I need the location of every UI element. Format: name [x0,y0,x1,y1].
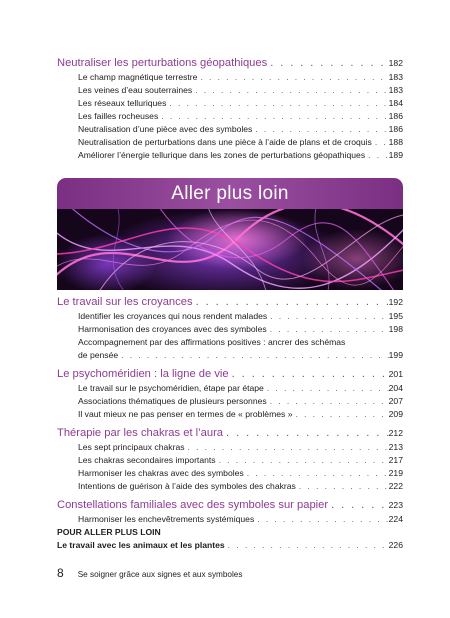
appendix-heading: POUR ALLER PLUS LOIN [57,527,161,537]
toc-entry[interactable]: Les chakras secondaires importants . . . 217 [57,454,403,467]
toc-section-heading[interactable]: Constellations familiales avec des symboles sur papier . . . 223 [57,498,403,513]
chapter-banner-image [57,209,403,290]
section-title: Neutraliser les perturbations géopathiques [57,57,268,69]
toc-entry[interactable]: Le travail sur le psychoméridien, étape par étape . . . 204 [57,382,403,395]
toc-entry[interactable]: Les réseaux telluriques . . . 184 [57,97,403,110]
appendix-entry[interactable]: Le travail avec les animaux et les plantes . . . 226 [57,539,403,552]
toc-entry[interactable]: Neutralisation de perturbations dans une pièce à l’aide de plans et de croquis . . . 188 [57,136,403,149]
toc-entry[interactable]: Identifier les croyances qui nous rendent malades . . . 195 [57,310,403,323]
toc-entry[interactable]: Le champ magnétique terrestre . . . 183 [57,71,403,84]
toc-entry-line1[interactable]: Accompagnement par des affirmations positives : ancrer des schémas [78,337,346,347]
page-footer [57,566,242,580]
toc-section-heading[interactable]: Le psychoméridien : la ligne de vie . . . 201 [57,367,403,382]
toc-main [57,295,403,552]
toc-entry[interactable]: Améliorer l’énergie tellurique dans les zones de perturbations géopathiques . . . 189 [57,149,403,162]
toc-section-heading[interactable]: Le travail sur les croyances . . . 192 [57,295,403,310]
toc-entry[interactable]: Les sept principaux chakras . . . 213 [57,441,403,454]
running-title: Se soigner grâce aux signes et aux symboles [77,570,243,579]
toc-entry[interactable]: de pensée . . . 199 [57,349,403,362]
toc-entry[interactable]: Harmoniser les chakras avec des symboles . . . 219 [57,467,403,480]
toc-entry[interactable]: Les veines d’eau souterraines . . . 183 [57,84,403,97]
toc-entry[interactable]: Il vaut mieux ne pas penser en termes de « problèmes » . . . 209 [57,408,403,421]
toc-entry[interactable]: Associations thématiques de plusieurs personnes . . . 207 [57,395,403,408]
toc-entry[interactable]: Neutralisation d’une pièce avec des symboles . . . 186 [57,123,403,136]
toc-section-heading[interactable] [57,56,403,71]
toc-entry[interactable]: Harmonisation des croyances avec des symboles . . . 198 [57,323,403,336]
toc-entry[interactable]: Intentions de guérison à l’aide des symboles des chakras . . . 222 [57,480,403,493]
chapter-title: Aller plus loin [57,178,403,209]
toc-section-heading[interactable]: Thérapie par les chakras et l’aura . . . 212 [57,426,403,441]
folio: 8 [57,566,64,580]
chapter-banner [57,178,403,290]
toc-entry[interactable]: Les failles rocheuses . . . 186 [57,110,403,123]
toc-top [57,56,403,162]
page-number: 182 [388,58,403,68]
toc-entry[interactable]: Harmoniser les enchevêtrements systémiques . . . 224 [57,513,403,526]
